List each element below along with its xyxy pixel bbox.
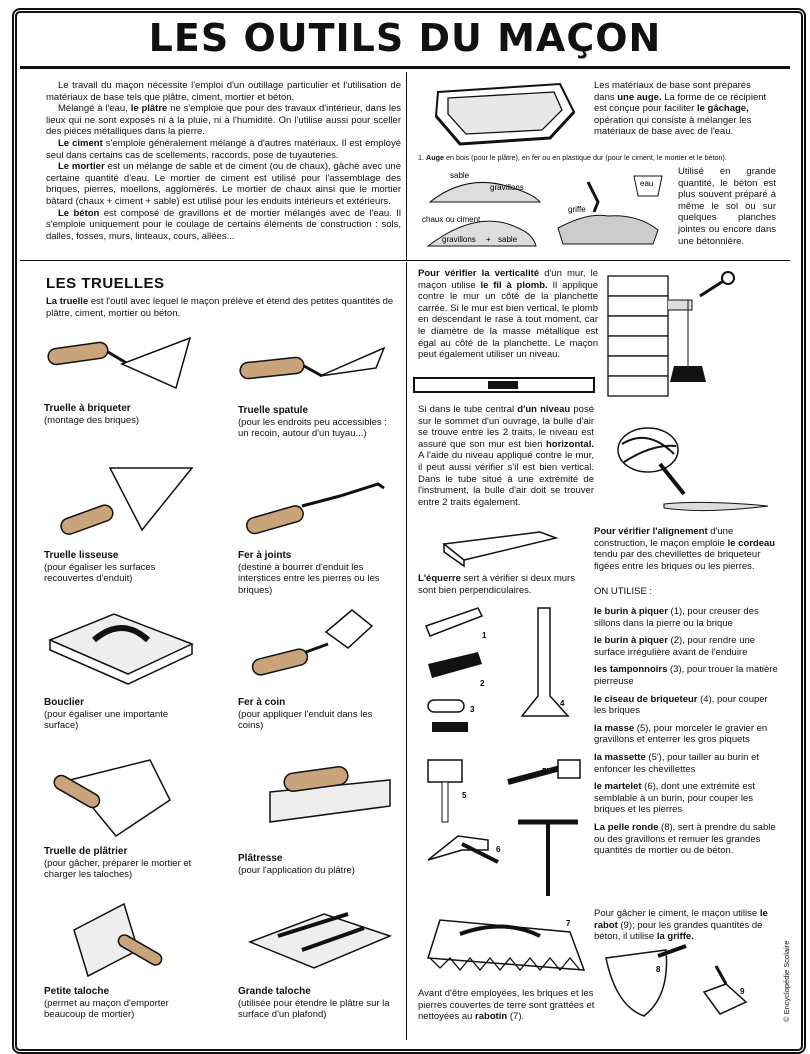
outil-item: La pelle ronde (8), sert à prendre du sable ou des gravillons et remuer les grandes quantités de mortier ou de béton.	[594, 821, 776, 857]
caption-platresse: Plâtresse (pour l'application du plâtre)	[238, 853, 355, 876]
label-griffe: griffe	[568, 205, 586, 214]
outils-illustration	[418, 600, 598, 912]
equerre-illustration	[440, 524, 560, 568]
outil-item: la massette (5'), pour tailler au burin et enfoncer les chevillettes	[594, 751, 759, 775]
num-7: 7	[566, 919, 571, 928]
outil-item: le martelet (6), dont une extrémité est semblable à un burin, pour couper les briques et les pierres	[594, 781, 756, 816]
briques-text: Avant d'être employées, les briques et les pierres couvertes de terre sont grattées et nettoyées au rabotin (7).	[418, 988, 595, 1023]
num-9: 9	[740, 987, 745, 996]
caption-fer-joints: Fer à joints (destiné à bourrer d'enduit les interstices entre les pierres ou les briques)	[238, 550, 380, 596]
num-5-prime: 5'	[542, 767, 549, 776]
num-4: 4	[560, 699, 565, 708]
num-5: 5	[462, 791, 467, 800]
num-2: 2	[480, 679, 485, 688]
beton-text: Utilisé en grande quantité, le béton est plus souvent préparé à même le sol ou sur quelques planches jointes ou encore dans une bétonnière.	[678, 166, 776, 247]
fer-joints-illustration	[240, 476, 390, 542]
intro-paragraph: Le ciment s'emploie généralement mélangé à d'autres matériaux. Il est employé seul dans certains cas de scellements, raccords, pose de tuyauteries.	[46, 137, 401, 161]
caption-bouclier: Bouclier (pour égaliser une importante surface)	[44, 697, 169, 732]
label-plus: +	[486, 235, 491, 244]
intro-paragraph: Le béton est composé de gravillons et de mortier mélangés avec de l'eau. Il s'emploie uniquement pour le coulage de certains éléments de construction : sols, dalles, fosses, murs, linteaux, cours, allées...	[46, 207, 401, 242]
label-eau: eau	[640, 179, 654, 188]
vertical-divider	[406, 72, 407, 260]
truelle-spatule-illustration	[236, 338, 386, 394]
cordeau-illustration	[604, 404, 780, 520]
outil-item: le ciseau de briqueteur (4), pour couper les briques	[594, 693, 768, 717]
caption-truelle-spatule: Truelle spatule (pour les endroits peu accessibles : un recoin, autour d'un tuyau...)	[238, 405, 387, 440]
bouclier-illustration	[44, 600, 194, 690]
label-chaux: chaux ou ciment	[422, 215, 481, 224]
grande-taloche-illustration	[244, 902, 394, 978]
materials-illustration	[418, 168, 678, 252]
rabotin-illustration	[420, 910, 595, 986]
column-divider	[406, 262, 407, 1040]
niveau-illustration	[410, 374, 600, 398]
intro-paragraph: Mélangé à l'eau, le plâtre ne s'emploie que pour des travaux d'intérieur, dans les lieux qui ne sont exposés ni à la pluie, ni à l'humidité. On l'utilise aussi pour sceller des pièces métalliques dans la pierre.	[46, 103, 401, 138]
caption-petite-taloche: Petite taloche (permet au maçon d'emporter beaucoup de mortier)	[44, 986, 169, 1021]
caption-truelle-lisseuse: Truelle lisseuse (pour égaliser les surfaces recouvertes d'enduit)	[44, 550, 156, 585]
outil-item: le burin à piquer (1), pour creuser des sillons dans la pierre ou la brique	[594, 606, 759, 629]
truelle-lisseuse-illustration	[56, 462, 196, 542]
truelles-heading: LES TRUELLES	[46, 275, 165, 292]
outil-item: les tamponnoirs (3), pour trouer la matière pierreuse	[594, 664, 778, 687]
platresse-illustration	[250, 762, 400, 838]
title-rule	[20, 66, 790, 69]
alignement-text: Pour vérifier l'alignement d'une construction, le maçon emploie le cordeau tendu par des chevillettes de briqueteur figées entre les briques ou les pierres.	[594, 526, 776, 572]
copyright: © Encyclopédie Scolaire	[782, 940, 791, 1022]
outil-list	[594, 606, 778, 863]
page-title: LES OUTILS DU MAÇON	[148, 16, 662, 60]
auge-note: 1. Auge en bois (pour le plâtre), en fer ou en plastique dur (pour le ciment, le mortier et le béton).	[418, 153, 727, 162]
verticalite-text: Pour vérifier la verticalité d'un mur, le maçon utilise le fil à plomb. Il applique contre le mur un côté de la planchette carrée. Si le mur est bien vertical, le plomb en descendant le rase à tout moment, car le diamètre de la masse métallique est égal au côté de la planchette. Le maçon peut également utiliser un niveau.	[418, 268, 599, 361]
intro-paragraph: Le mortier est un mélange de sable et de ciment (ou de chaux), gâché avec une certaine quantité d'eau. Le mortier de ciment est utilisé pour l'assemblage des briques, pierres, moellons, agglomérés. Le mortier de chaux ainsi que le mortier bâtard (chaux + ciment + sable) est utilisé pour les enduits intérieurs et extérieurs.	[46, 161, 401, 207]
num-3: 3	[470, 705, 475, 714]
caption-truelle-briqueter: Truelle à briqueter (montage des briques)	[44, 403, 140, 426]
num-8: 8	[656, 965, 661, 974]
auge-illustration	[430, 78, 580, 150]
intro-paragraph: Le travail du maçon nécessite l'emploi d'un outillage particulier et l'utilisation de matériaux de base tels que plâtre, ciment, mortier et béton.	[46, 80, 401, 103]
gacher-text: Pour gâcher le ciment, le maçon utilise le rabot (9); pour les grandes quantités de béton, il utilise la griffe.	[594, 908, 768, 943]
on-utilise-heading: ON UTILISE :	[594, 586, 653, 597]
niveau-text: Si dans le tube central d'un niveau posé sur le sommet d'un ouvrage, la bulle d'air se trouve entre les 2 traits, le niveau est assuré que son mur est bien horizontal. A l'aide du niveau appliqué contre le mur, il peut aussi vérifier s'il est bien vertical. Dans le tube situé à une extrémité de l'instrument, la bulle d'air doit se trouver entre 2 traits également.	[418, 404, 594, 508]
caption-fer-coin: Fer à coin (pour appliquer l'enduit dans les coins)	[238, 697, 373, 732]
outil-item: la masse (5), pour morceler le gravier en gravillons et enterrer les gros piquets	[594, 722, 768, 746]
equerre-text: L'équerre sert à vérifier si deux murs sont bien perpendiculaires.	[418, 573, 575, 596]
truelle-platrier-illustration	[50, 756, 190, 840]
label-sable: sable	[450, 171, 470, 180]
fer-coin-illustration	[248, 604, 378, 684]
intro-text	[46, 80, 401, 242]
outil-item: le burin à piquer (2), pour rendre une surface irrégulière avant de l'enduire	[594, 635, 756, 658]
truelles-intro: La truelle est l'outil avec lequel le maçon prélève et étend des petites quantités de plâtre, ciment, mortier ou béton.	[46, 296, 394, 319]
label-gravillons: gravillons	[490, 183, 524, 192]
auge-text: Les matériaux de base sont préparés dans une auge. La forme de ce récipient est conçue pour faciliter le gâchage, opération qui consiste à mélanger les matériaux de base avec de l'eau.	[594, 80, 767, 138]
num-1: 1	[482, 631, 487, 640]
section-divider	[20, 260, 790, 261]
label-sable-2: sable	[498, 235, 518, 244]
caption-truelle-platrier: Truelle de plâtrier (pour gâcher, préparer le mortier et charger les taloches)	[44, 846, 192, 881]
caption-grande-taloche: Grande taloche (utilisée pour étendre le plâtre sur la surface d'un plafond)	[238, 986, 390, 1021]
pelle-rabot-illustration	[596, 944, 776, 1028]
truelle-briqueter-illustration	[44, 330, 194, 396]
fil-plomb-illustration	[604, 266, 784, 416]
label-gravillons-2: gravillons	[442, 235, 476, 244]
petite-taloche-illustration	[64, 900, 174, 984]
num-6: 6	[496, 845, 501, 854]
